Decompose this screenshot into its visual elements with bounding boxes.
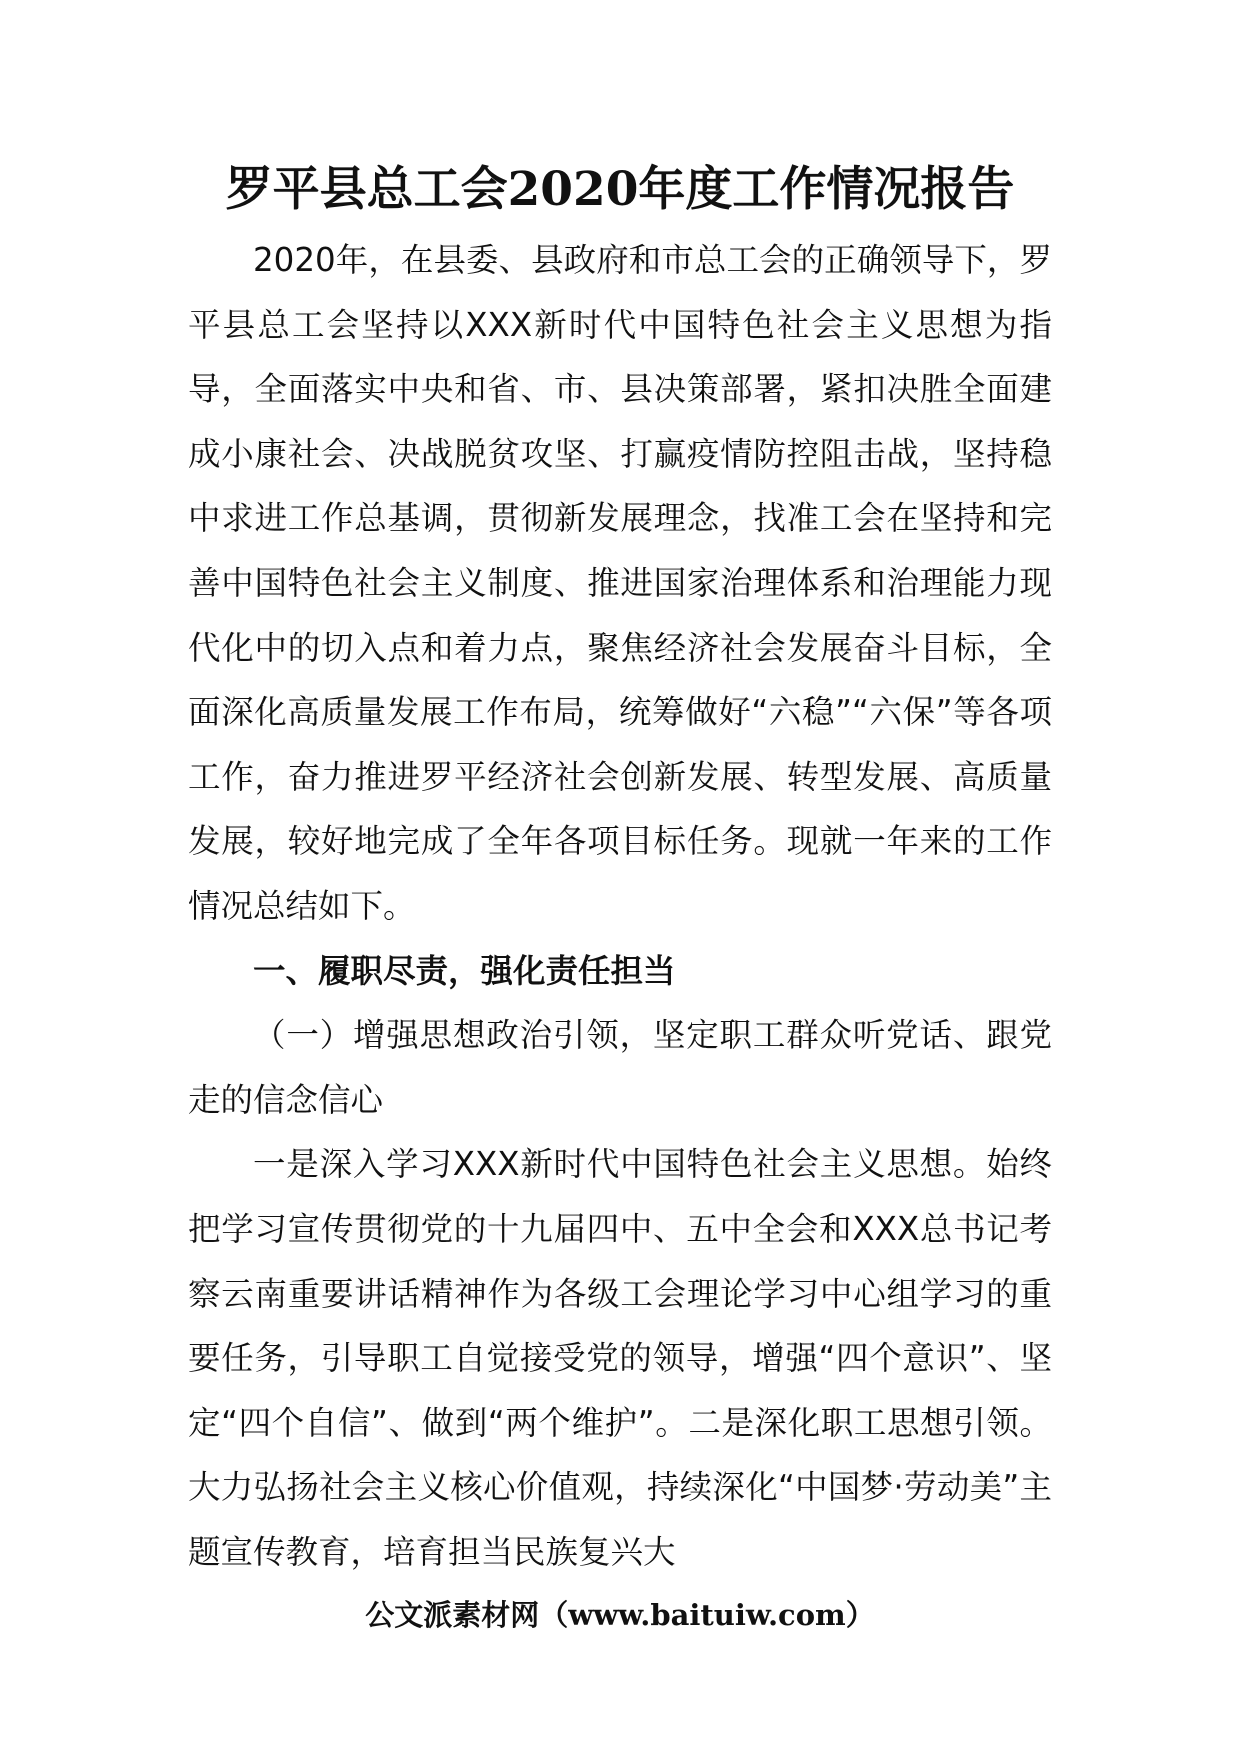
intro-paragraph: 2020年，在县委、县政府和市总工会的正确领导下，罗平县总工会坚持以XXX新时代中国特色社会主义思想为指导，全面落实中央和省、市、县决策部署，紧扣决胜全面建成小康社会、决战脱贫攻坚、打赢疫情防控阻击战，坚持稳中求进工作总基调，贯彻新发展理念，找准工会在坚持和完善中国特色社会主义制度、推进国家治理体系和治理能力现代化中的切入点和着力点，聚焦经济社会发展奋斗目标，全面深化高质量发展工作布局，统筹做好“六稳”“六保”等各项工作，奋力推进罗平经济社会创新发展、转型发展、高质量发展，较好地完成了全年各项目标任务。现就一年来的工作情况总结如下。 (188, 241, 1052, 925)
subsection-heading: （一）增强思想政治引领，坚定职工群众听党话、跟党走的信念信心 (188, 1016, 1052, 1119)
document-title: 罗平县总工会2020年度工作情况报告 (225, 162, 1015, 217)
watermark-footer: 公文派素材网（www.baituiw.com） (365, 1598, 875, 1632)
body-paragraph: 一是深入学习XXX新时代中国特色社会主义思想。始终把学习宣传贯彻党的十九届四中、五中全会和XXX总书记考察云南重要讲话精神作为各级工会理论学习中心组学习的重要任务，引导职工自觉接受党的领导，增强“四个意识”、坚定“四个自信”、做到“两个维护”。二是深化职工思想引领。大力弘扬社会主义核心价值观，持续深化“中国梦·劳动美”主题宣传教育，培育担当民族复兴大 (188, 1145, 1052, 1571)
section-heading: 一、履职尽责，强化责任担当 (253, 951, 676, 990)
document-body (188, 228, 1052, 1584)
